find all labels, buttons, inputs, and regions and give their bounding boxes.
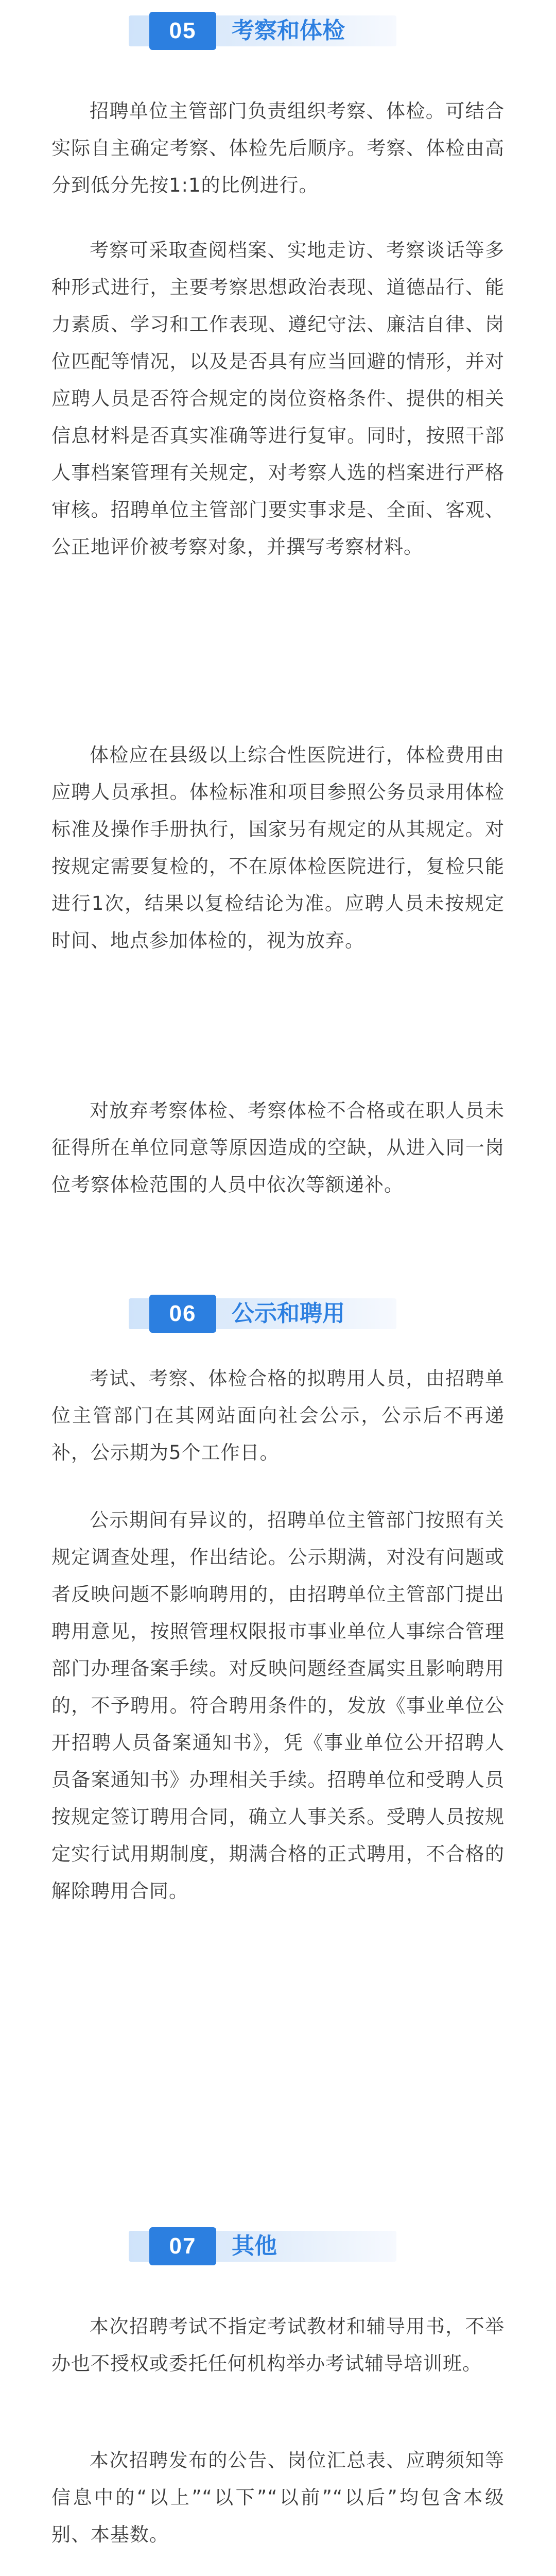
paragraph-hotline — [51, 2573, 505, 2576]
section-header-07 — [129, 2226, 438, 2266]
paragraph-no-textbook: 本次招聘考试不指定考试教材和辅导用书，不举办也不授权或委托任何机构举办考试辅导培训班。 — [51, 2315, 505, 2375]
paragraph-medical-exam: 体检应在县级以上综合性医院进行，体检费用由应聘人员承担。体检标准和项目参照公务员录用体检标准及操作手册执行，国家另有规定的从其规定。对按规定需要复检的，不在原体检医院进行，复检只能进行1次，结果以复检结论为准。应聘人员未按规定时间、地点参加体检的，视为放弃。 — [51, 744, 505, 952]
paragraph-definitions: 本次招聘发布的公告、岗位汇总表、应聘须知等信息中的“以上”“以下”“以前”“以后”均包含本级别、本基数。 — [51, 2449, 505, 2546]
section-title: 考察和体检 — [232, 18, 345, 44]
paragraph-inspection-methods: 考察可采取查阅档案、实地走访、考察谈话等多种形式进行，主要考察思想政治表现、道德品行、能力素质、学习和工作表现、遵纪守法、廉洁自律、岗位匹配等情况，以及是否具有应当回避的情形，并对应聘人员是否符合规定的岗位资格条件、提供的相关信息材料是否真实准确等进行复审。同时，按照干部人事档案管理有关规定，对考察人选的档案进行严格审核。招聘单位主管部门要实事求是、全面、客观、公正地评价被考察对象，并撰写考察材料。 — [51, 239, 505, 558]
paragraph-public-notice: 考试、考察、体检合格的拟聘用人员，由招聘单位主管部门在其网站面向社会公示，公示后不再递补，公示期为5个工作日。 — [51, 1367, 505, 1464]
paragraph-exam-order: 招聘单位主管部门负责组织考察、体检。可结合实际自主确定考察、体检先后顺序。考察、体检由高分到低分先按1:1的比例进行。 — [51, 100, 505, 196]
section-number-badge: 07 — [149, 2227, 216, 2265]
section-number-badge: 06 — [149, 1295, 216, 1333]
paragraph-objection-handling: 公示期间有异议的，招聘单位主管部门按照有关规定调查处理，作出结论。公示期满，对没有问题或者反映问题不影响聘用的，由招聘单位主管部门提出聘用意见，按照管理权限报市事业单位人事综合管理部门办理备案手续。对反映问题经查属实且影响聘用的，不予聘用。符合聘用条件的，发放《事业单位公开招聘人员备案通知书》，凭《事业单位公开招聘人员备案通知书》办理相关手续。招聘单位和受聘人员按规定签订聘用合同，确立人事关系。受聘人员按规定实行试用期制度，期满合格的正式聘用，不合格的解除聘用合同。 — [51, 1509, 505, 1902]
section-header-06 — [129, 1293, 438, 1333]
section-title: 其他 — [232, 2233, 277, 2259]
paragraph-vacancy-fill: 对放弃考察体检、考察体检不合格或在职人员未征得所在单位同意等原因造成的空缺，从进入同一岗位考察体检范围的人员中依次等额递补。 — [51, 1099, 505, 1196]
section-title: 公示和聘用 — [232, 1300, 345, 1327]
section-header-05 — [129, 10, 438, 50]
section-number-badge: 05 — [149, 12, 216, 50]
